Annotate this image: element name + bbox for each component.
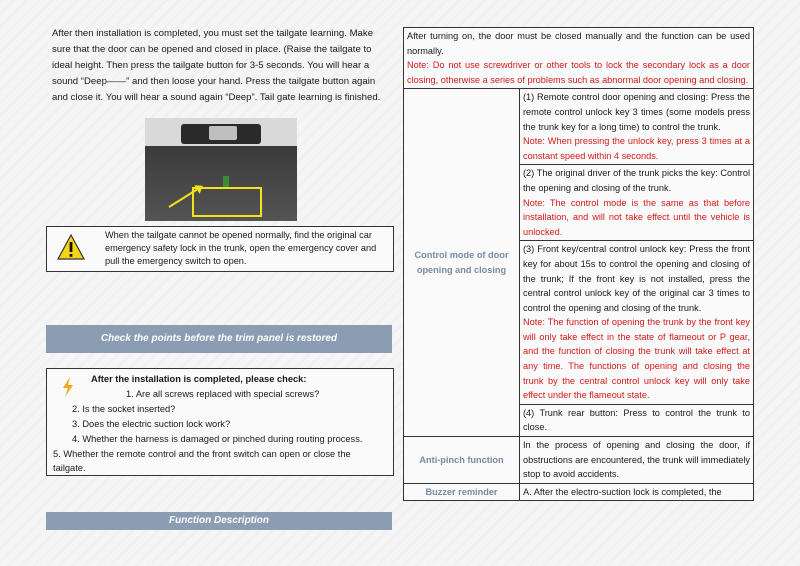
buzzer-text: A. After the electro-suction lock is completed, the [520, 483, 754, 501]
mode-cell [520, 89, 754, 165]
warning-text: When the tailgate cannot be opened normally, find the original car emergency safety lock in the trunk, open the emergency cover and pull the emergency switch to open. [105, 230, 377, 267]
anti-pinch-text: In the process of opening and closing the door, if obstructions are encountered, the trunk will immediately stop to avoid accidents. [520, 437, 754, 484]
check-item: 3. Does the electric suction lock work? [72, 419, 231, 429]
function-table [403, 27, 753, 539]
mode-text: (1) Remote control door opening and closing: Press the remote control unlock key 3 times (some models press the trunk key for a long time) to control the trunk. [523, 92, 750, 132]
mode-text: (4) Trunk rear button: Press to control the trunk to close. [523, 407, 750, 433]
warning-box [46, 226, 394, 272]
check-item: tailgate. [53, 463, 86, 473]
control-mode-label: Control mode of door opening and closing [404, 89, 520, 437]
table-top-cell [404, 28, 754, 89]
buzzer-label: Buzzer reminder [404, 483, 520, 501]
mode-text: (2) The original driver of the trunk picks the key: Control the opening and closing of the trunk. [523, 168, 750, 193]
table-top-text: After turning on, the door must be closed manually and the function can be used normally. [407, 31, 750, 56]
photo-latch-clip [209, 126, 237, 140]
mode-text: (3) Front key/central control unlock key: Press the front key for about 15s to control the opening and closing of the trunk; If the front key is not installed, press the central control unlock key of the original car 3 times to control the opening and closing of the trunk. [523, 244, 750, 313]
check-item: 2. Is the socket inserted? [72, 404, 176, 414]
mode-note: Note: When pressing the unlock key, press 3 times at a constant speed within 4 seconds. [523, 136, 750, 161]
function-description-heading: Function Description [46, 512, 392, 530]
photo-trim-panel [145, 146, 297, 221]
anti-pinch-label: Anti-pinch function [404, 437, 520, 484]
trunk-lock-photo [145, 118, 297, 221]
table-top-note: Note: Do not use screwdriver or other tools to lock the secondary lock as a door closing, otherwise a series of problems such as abnormal door opening and closing. [407, 60, 750, 85]
mode-cell [520, 165, 754, 241]
check-item: 1. Are all screws replaced with special screws? [126, 389, 320, 399]
tailgate-learning-paragraph: After then installation is completed, you must set the tailgate learning. Make sure that the door can be opened and closed in place. (Raise the tailgate to ideal height. Then press the tailgate button for 3-5 seconds. You will hear a sound “Deep——” and then loose your hand. Press the tailgate button again and close it. You will hear a sound again “Deep”. Tail gate learning is finished. [52, 28, 381, 103]
mode-note: Note: The control mode is the same as that before installation, and will not take effect until the vehicle is unlocked. [523, 197, 750, 237]
mode-cell [520, 404, 754, 436]
check-points-heading: Check the points before the trim panel is restored [46, 325, 392, 353]
check-lead: After the installation is completed, please check: [91, 374, 307, 384]
check-list-box [46, 368, 394, 476]
mode-note: Note: The function of opening the trunk by the front key will only take effect in the state of flameout or P gear, and the function of closing the trunk will take effect at any time. The functions of opening and closing the trunk by the central control unlock key will only take effect under the flameout state. [523, 317, 750, 401]
mode-cell [520, 241, 754, 405]
lightning-icon [61, 377, 75, 397]
check-item: 4. Whether the harness is damaged or pinched during routing process. [72, 434, 363, 444]
check-item: 5. Whether the remote control and the front switch can open or close the [53, 449, 351, 459]
warning-icon [57, 233, 85, 261]
